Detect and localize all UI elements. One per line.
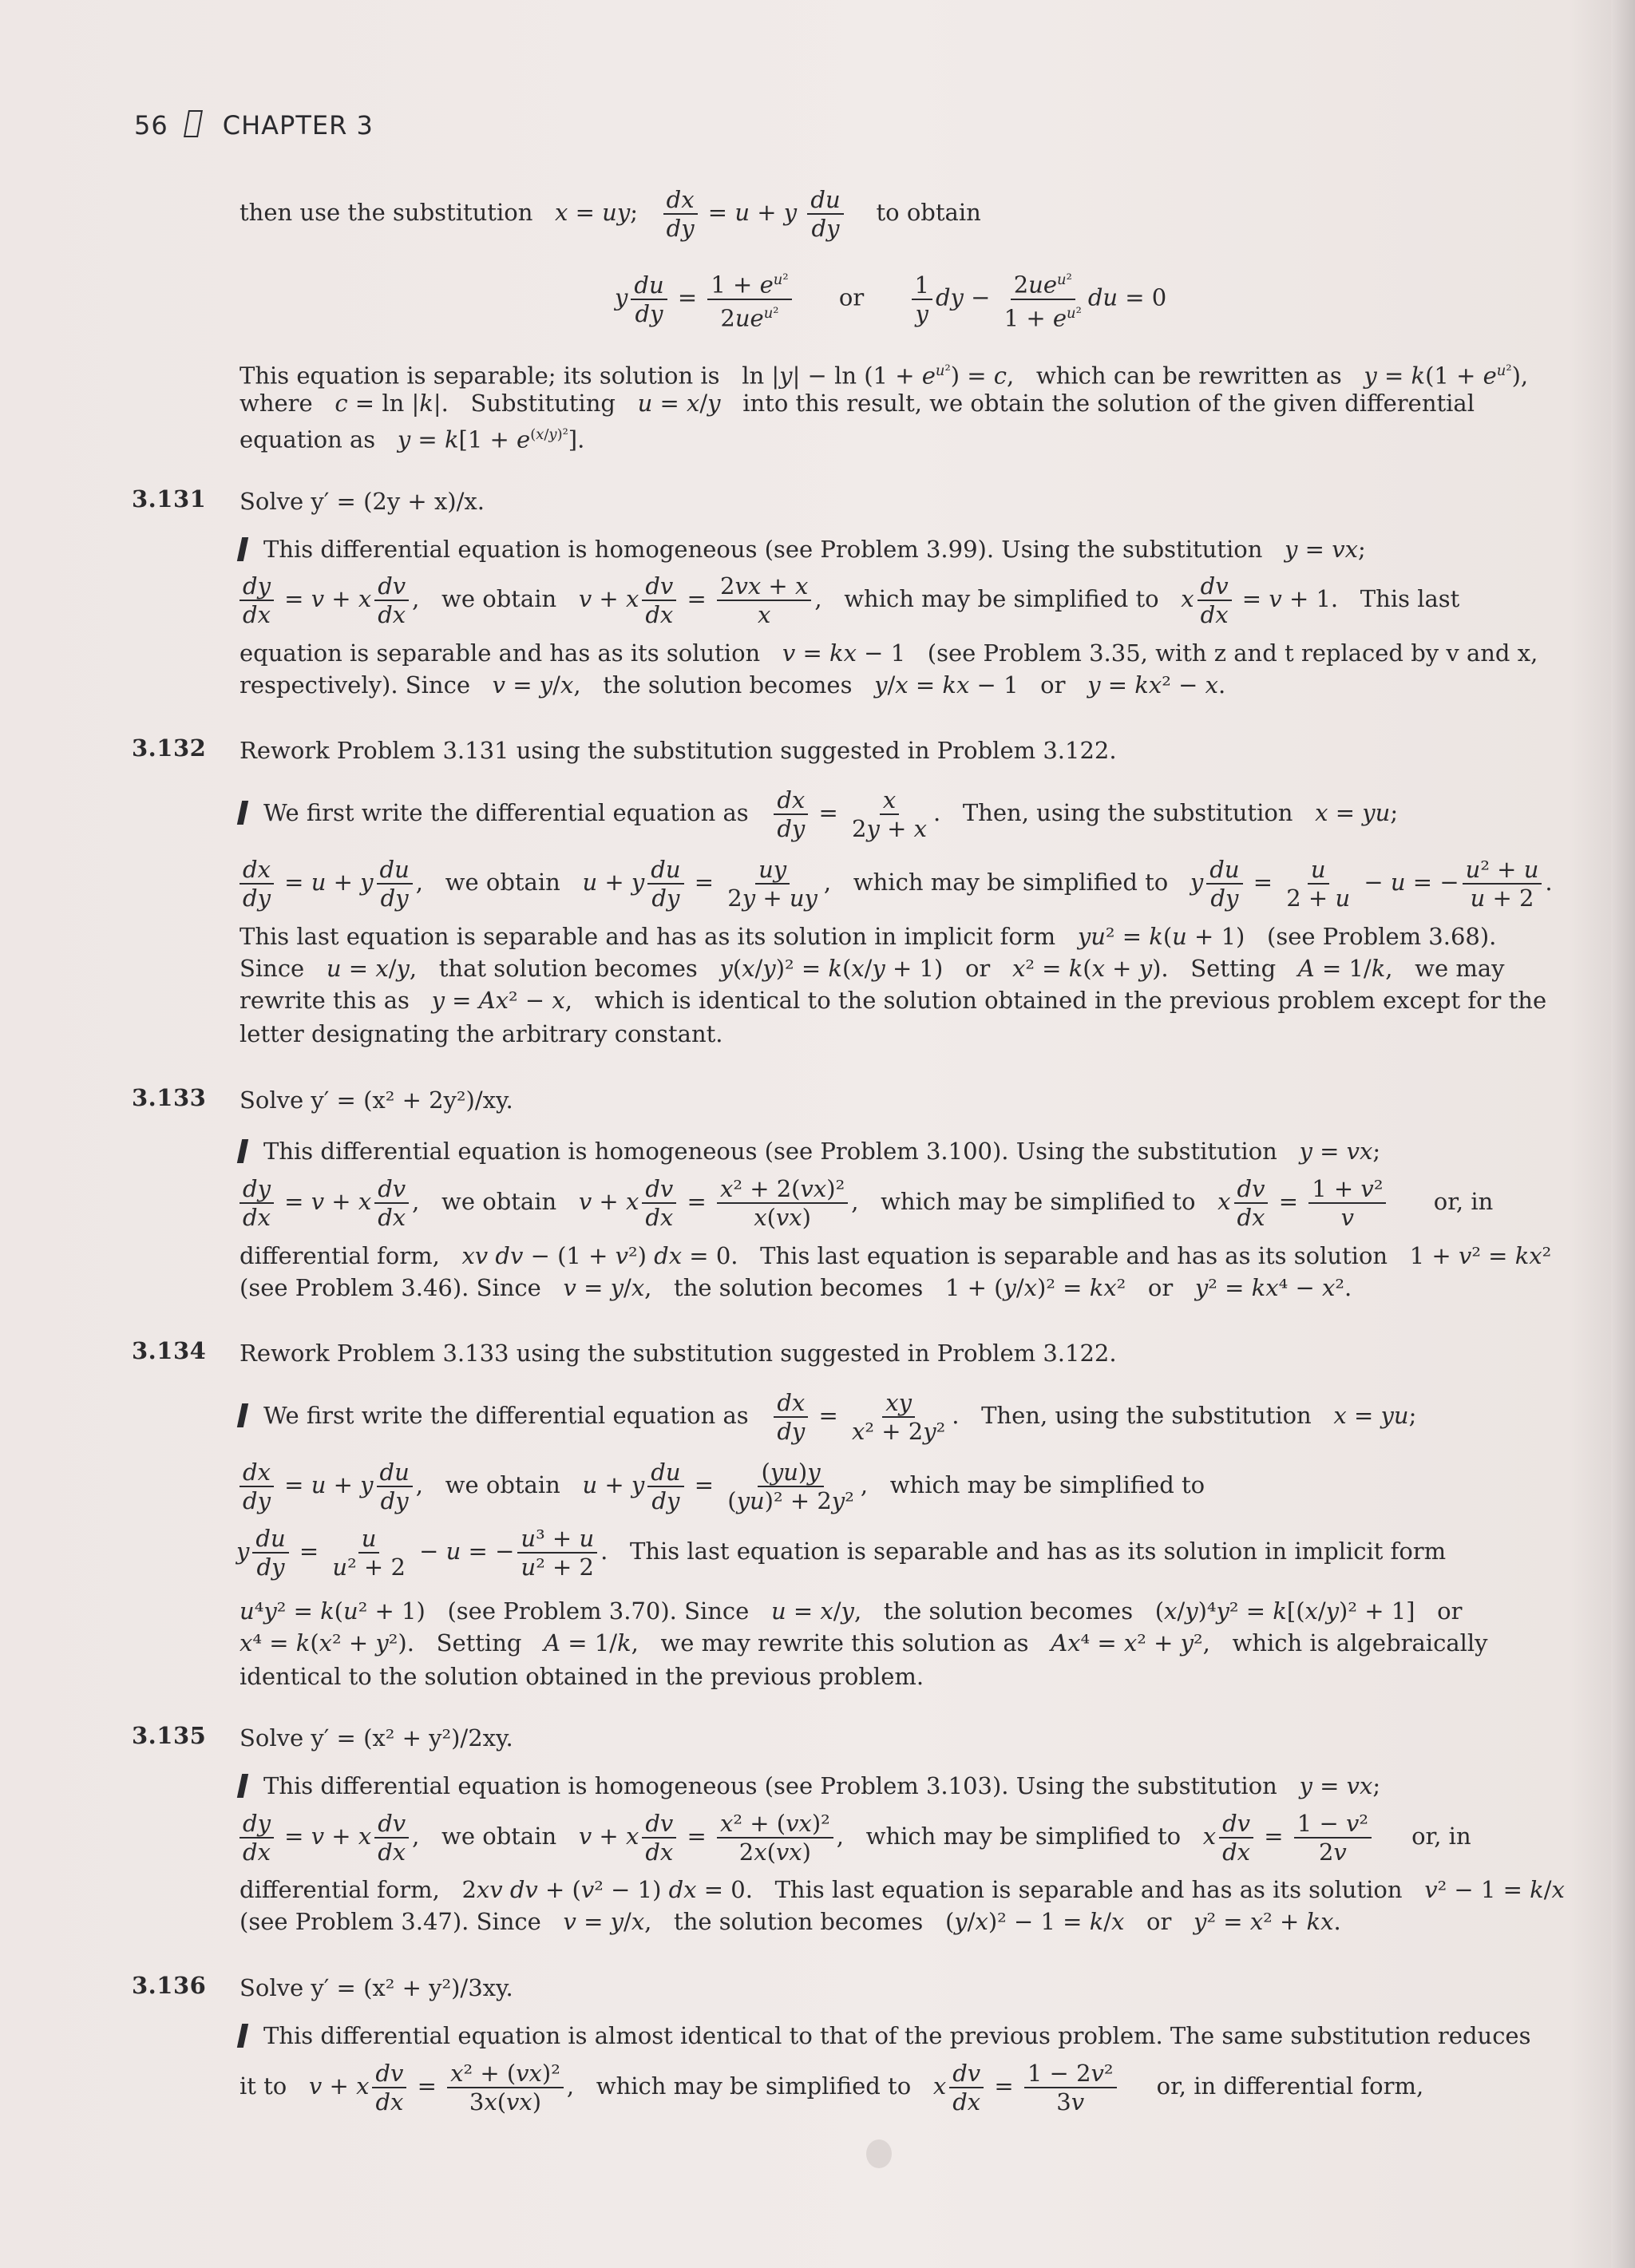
page-edge-shadow: [1611, 0, 1635, 2268]
problem-number-3-132: 3.132: [132, 734, 207, 762]
solution-3-132-line-3: This last equation is separable and has as its solution in implicit form yu² = k(u + 1) (see Problem 3.68).: [240, 923, 1497, 950]
solution-3-132-line-2: $\frac{dx}{dy}$ = u + y $\frac{du}{dy}$ , we obtain u + y $\frac{du}{dy}$ = $\frac{uy}{2y + uy}$ , which may be simplified to y $\frac{du}{dy}$ = $\frac{u}{2 + u}$ − u = − $\frac{\text{u² + u}}{u + 2}$ .: [236, 856, 1553, 912]
problem-number-3-131: 3.131: [132, 485, 207, 513]
problem-statement-3-136: Solve y′ = (x² + y²)/3xy.: [240, 1974, 513, 2001]
problem-number-3-135: 3.135: [132, 1722, 207, 1749]
continuation-line-5: equation as $y = k[1 + e^{(x/y)^2}]$.: [240, 425, 585, 453]
solution-3-133-line-2: $\frac{dy}{dx}$ = v + x $\frac{dv}{dx}$ , we obtain v + x $\frac{dv}{dx}$ = $\frac{\text{x² + 2(vx)²}}{x(vx)}$ , which may be simplified to x $\frac{dv}{dx}$ = $\frac{\text{1 + v²}}{v}$ or, in: [236, 1175, 1493, 1231]
continuation-line-4: where c = ln |k|. Substituting u = x/y into this result, we obtain the solution of the given differential: [240, 390, 1475, 417]
solution-3-133-line-1: This differential equation is homogeneous (see Problem 3.100). Using the substitution y = vx;: [240, 1135, 1380, 1167]
page-number: 56: [134, 110, 168, 141]
continuation-line-1: then use the substitution x = uy; $\frac{dx}{dy}$ = u + y $\frac{du}{dy}$ to obtain: [240, 186, 981, 242]
solution-3-134-line-4: u⁴y² = k(u² + 1) (see Problem 3.70). Since u = x/y, the solution becomes (x/y)⁴y² = k[(x/y)² + 1] or: [240, 1597, 1463, 1625]
continuation-line-2: y $\frac{du}{dy}$ = $1 + e^{u^2}$ $2ue^{u^2}$ or $\frac{1}{y}$ dy − $2ue^{u^2}$ $1 + e^{u^2}$ du = 0: [615, 267, 1166, 331]
header-box-icon: [184, 110, 203, 137]
problem-statement-3-134: Rework Problem 3.133 using the substitution suggested in Problem 3.122.: [240, 1340, 1117, 1367]
solution-3-134-line-3: y $\frac{du}{dy}$ = $\frac{u}{\text{u² + 2}}$ − u = − $\frac{\text{u³ + u}}{\text{u² + 2}}$ . This last equation is separable and has as its solution in implicit form: [236, 1525, 1447, 1581]
solution-3-131-line-3: equation is separable and has as its solution v = kx − 1 (see Problem 3.35, with z and t replaced by v and x,: [240, 639, 1538, 667]
problem-number-3-136: 3.136: [132, 1972, 207, 1999]
solution-3-132-line-1: We first write the differential equation as $\frac{dx}{dy}$ = $\frac{x}{2y + x}$ . Then, using the substitution x = yu;: [240, 786, 1398, 842]
solution-3-134-line-5: x⁴ = k(x² + y²). Setting A = 1/k, we may rewrite this solution as Ax⁴ = x² + y², which is algebraically: [240, 1629, 1488, 1656]
solution-3-134-line-2: $\frac{dx}{dy}$ = u + y $\frac{du}{dy}$ , we obtain u + y $\frac{du}{dy}$ = $\frac{(yu)y}{\text{(yu)² + 2y²}}$ , which may be simplified to: [236, 1459, 1205, 1514]
solution-3-135-line-4: (see Problem 3.47). Since v = y/x, the solution becomes (y/x)² − 1 = k/x or y² = x² + kx.: [240, 1908, 1341, 1935]
solution-marker-icon: [237, 1403, 248, 1427]
solution-3-132-line-6: letter designating the arbitrary constant.: [240, 1020, 723, 1047]
solution-3-133-line-3: differential form, xv dv − (1 + v²) dx = 0. This last equation is separable and has as its solution 1 + v² = kx²: [240, 1242, 1552, 1269]
solution-marker-icon: [237, 537, 248, 561]
problem-statement-3-132: Rework Problem 3.131 using the substitution suggested in Problem 3.122.: [240, 737, 1117, 764]
solution-3-136-line-2: it to v + x $\frac{dv}{dx}$ = $\frac{\text{x² + (vx)²}}{3x(vx)}$ , which may be simplified to x $\frac{dv}{dx}$ = $\frac{\text{1 − 2v²}}{3v}$ or, in differential form,: [240, 2060, 1424, 2116]
solution-marker-icon: [237, 801, 248, 825]
solution-3-132-line-4: Since u = x/y, that solution becomes y(x/y)² = k(x/y + 1) or x² = k(x + y). Setting A = 1/k, we may: [240, 955, 1505, 982]
solution-3-133-line-4: (see Problem 3.46). Since v = y/x, the solution becomes 1 + (y/x)² = kx² or y² = kx⁴ − x².: [240, 1274, 1352, 1301]
page-header: [134, 110, 374, 141]
solution-3-134-line-6: identical to the solution obtained in the previous problem.: [240, 1663, 924, 1690]
solution-marker-icon: [237, 1774, 248, 1798]
solution-3-131-line-4: respectively). Since v = y/x, the solution becomes y/x = kx − 1 or y = kx² − x.: [240, 671, 1226, 699]
solution-3-131-line-2: $\frac{dy}{dx}$ = v + x $\frac{dv}{dx}$ , we obtain v + x $\frac{dv}{dx}$ = $\frac{2vx + x}{x}$ , which may be simplified to x $\frac{dv}{dx}$ = v + 1. This last: [236, 572, 1459, 628]
chapter-title: CHAPTER 3: [222, 110, 374, 141]
solution-3-135-line-2: $\frac{dy}{dx}$ = v + x $\frac{dv}{dx}$ , we obtain v + x $\frac{dv}{dx}$ = $\frac{\text{x² + (vx)²}}{2x(vx)}$ , which may be simplified to x $\frac{dv}{dx}$ = $\frac{\text{1 − v²}}{2v}$ or, in: [236, 1810, 1471, 1866]
solution-3-134-line-1: We first write the differential equation as $\frac{dx}{dy}$ = $\frac{xy}{\text{x² + 2y²}}$ . Then, using the substitution x = yu;: [240, 1389, 1416, 1445]
problem-number-3-133: 3.133: [132, 1084, 207, 1111]
solution-3-131-line-1: This differential equation is homogeneous (see Problem 3.99). Using the substitution y = vx;: [240, 533, 1366, 565]
problem-number-3-134: 3.134: [132, 1337, 207, 1364]
continuation-line-3: This equation is separable; its solution is $\ln |y| - \ln (1 + e^{u^2}) = c$, which can be rewritten as $y = k(1 + e^{u^2})$,: [240, 362, 1529, 390]
problem-statement-3-133: Solve y′ = (x² + 2y²)/xy.: [240, 1087, 513, 1114]
solution-3-135-line-1: This differential equation is homogeneous (see Problem 3.103). Using the substitution y = vx;: [240, 1770, 1380, 1802]
solution-3-135-line-3: differential form, 2xv dv + (v² − 1) dx = 0. This last equation is separable and has as its solution v² − 1 = k/x: [240, 1876, 1565, 1903]
solution-marker-icon: [237, 2024, 248, 2048]
solution-marker-icon: [237, 1139, 248, 1163]
problem-statement-3-135: Solve y′ = (x² + y²)/2xy.: [240, 1724, 513, 1751]
solution-3-136-line-1: This differential equation is almost identical to that of the previous problem. The same substitution reduces: [240, 2020, 1530, 2052]
solution-3-132-line-5: rewrite this as y = Ax² − x, which is identical to the solution obtained in the previous problem except for the: [240, 987, 1547, 1014]
page-stain: [866, 2139, 892, 2168]
problem-statement-3-131: Solve y′ = (2y + x)/x.: [240, 488, 485, 515]
